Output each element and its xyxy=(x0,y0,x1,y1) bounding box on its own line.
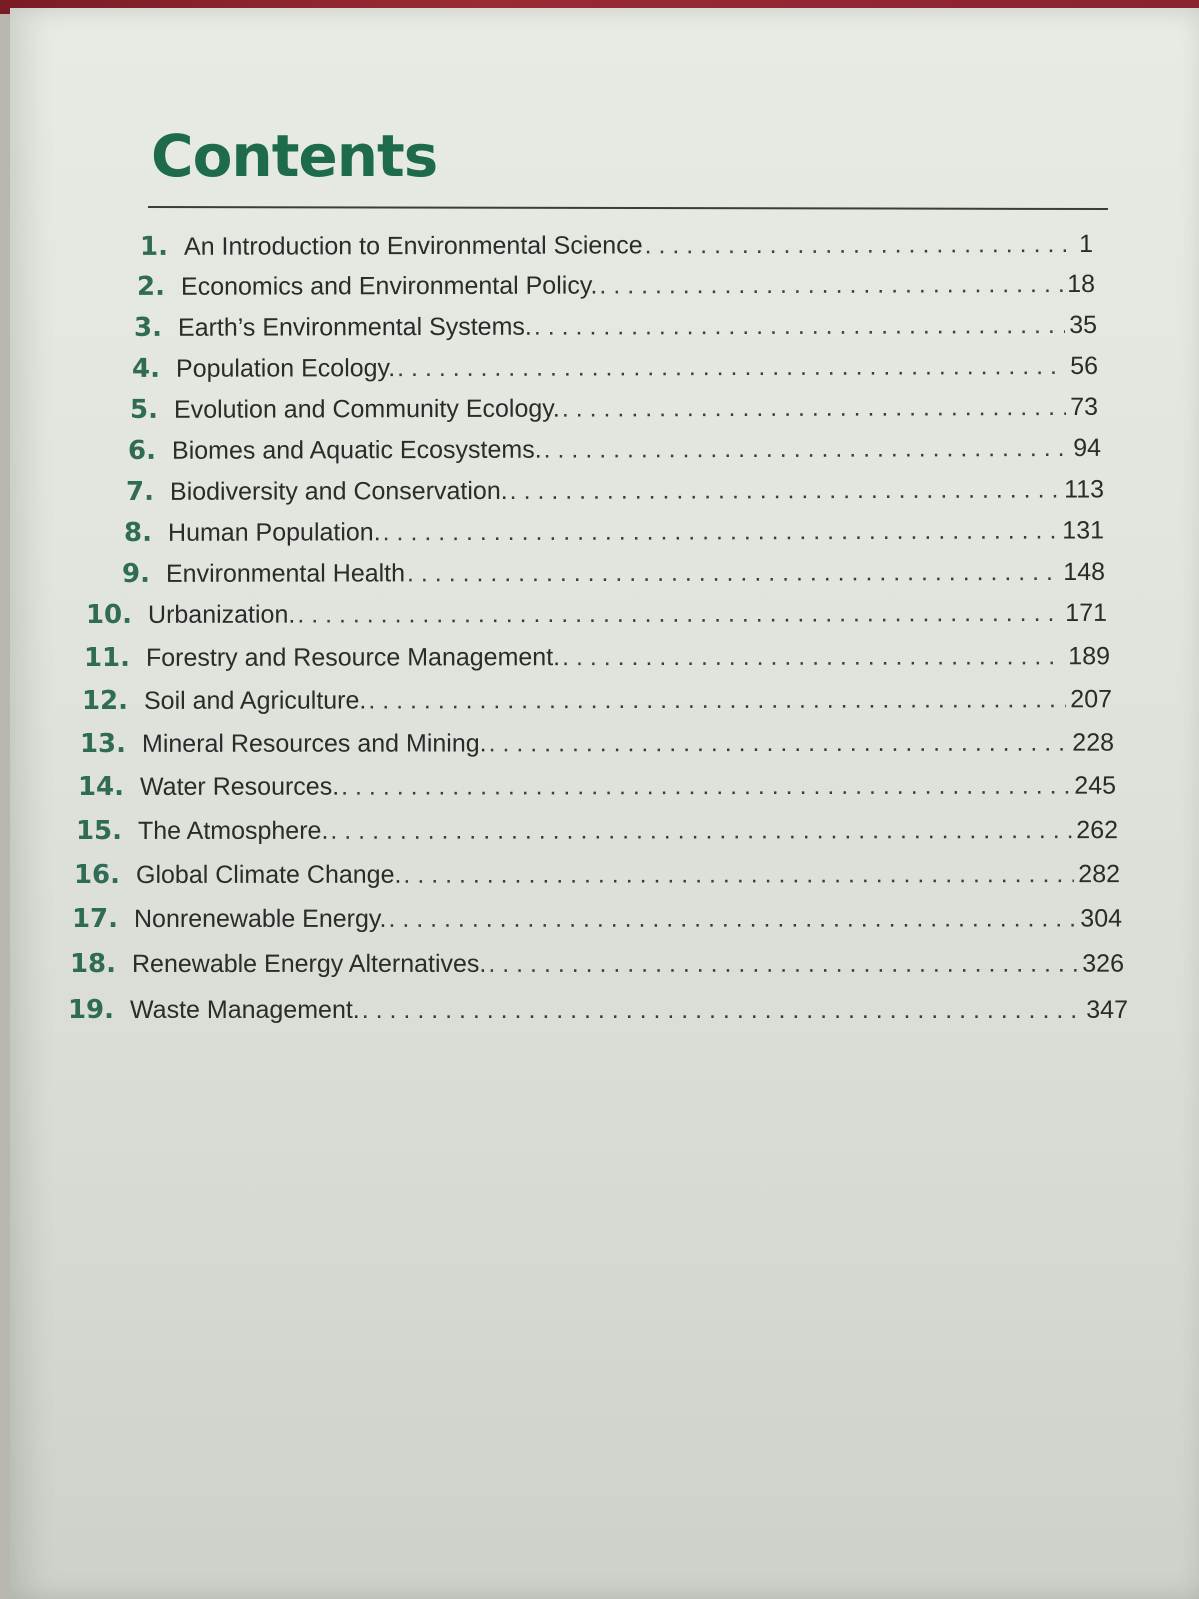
chapter-title: Economics and Environmental Policy. xyxy=(180,271,598,301)
chapter-title: Water Resources. xyxy=(139,772,340,801)
chapter-number: 1. xyxy=(139,231,169,262)
page-title: Contents xyxy=(151,122,438,190)
chapter-number: 12. xyxy=(81,685,129,716)
dot-leader xyxy=(544,434,1070,465)
chapter-number: 13. xyxy=(79,728,127,759)
dot-leader xyxy=(534,311,1065,342)
dot-leader xyxy=(562,642,1064,672)
toc-entry xyxy=(110,351,1098,388)
dot-leader xyxy=(645,230,1076,260)
toc-entry xyxy=(76,728,1114,763)
toc-entry xyxy=(82,598,1107,634)
chapter-number: 5. xyxy=(129,394,159,425)
chapter-page-number: 228 xyxy=(1072,728,1115,757)
chapter-title: An Introduction to Environmental Science xyxy=(183,231,643,261)
dot-leader xyxy=(489,729,1069,759)
chapter-number: 16. xyxy=(73,859,121,890)
chapter-page-number: 326 xyxy=(1082,949,1125,978)
toc-entry xyxy=(80,641,1110,677)
toc-entry xyxy=(108,392,1098,429)
toc-entry xyxy=(74,771,1116,806)
toc-entry xyxy=(102,515,1104,552)
chapter-page-number: 207 xyxy=(1070,685,1113,714)
chapter-title: Global Climate Change. xyxy=(135,860,402,889)
chapter-title: Biomes and Aquatic Ecosystems. xyxy=(171,435,542,465)
chapter-page-number: 94 xyxy=(1073,433,1102,462)
chapter-number: 14. xyxy=(77,771,125,802)
dot-leader xyxy=(330,816,1072,846)
chapter-title: The Atmosphere. xyxy=(137,816,329,845)
chapter-title: Waste Management. xyxy=(130,996,360,1024)
dot-leader xyxy=(599,270,1063,300)
chapter-number: 11. xyxy=(83,642,131,673)
chapter-page-number: 171 xyxy=(1065,598,1108,627)
chapter-number: 3. xyxy=(133,312,163,343)
chapter-title: Evolution and Community Ecology. xyxy=(173,394,560,424)
toc-entry xyxy=(100,557,1105,593)
chapter-number: 4. xyxy=(131,353,161,384)
dot-leader xyxy=(362,996,1083,1025)
chapter-number: 17. xyxy=(71,903,119,934)
chapter-page-number: 18 xyxy=(1067,269,1096,299)
dot-leader xyxy=(488,950,1078,979)
chapter-page-number: 56 xyxy=(1070,351,1099,380)
chapter-page-number: 282 xyxy=(1078,860,1121,889)
toc-entry xyxy=(112,310,1097,347)
toc-entry xyxy=(68,903,1122,938)
chapter-page-number: 148 xyxy=(1063,557,1106,586)
chapter-title: Biodiversity and Conservation. xyxy=(169,476,508,506)
toc-entry xyxy=(72,815,1118,850)
chapter-number: 7. xyxy=(125,476,155,507)
chapter-title: Earth’s Environmental Systems. xyxy=(177,312,532,342)
chapter-title: Nonrenewable Energy. xyxy=(133,904,387,933)
chapter-page-number: 1 xyxy=(1079,229,1094,258)
dot-leader xyxy=(403,860,1074,890)
chapter-page-number: 262 xyxy=(1076,816,1119,845)
chapter-page-number: 189 xyxy=(1068,642,1111,671)
toc-entry xyxy=(78,684,1112,720)
chapter-page-number: 245 xyxy=(1074,771,1117,800)
chapter-title: Renewable Energy Alternatives. xyxy=(131,949,487,978)
chapter-title: Human Population. xyxy=(167,518,381,547)
dot-leader xyxy=(341,772,1070,802)
chapter-number: 18. xyxy=(69,948,117,979)
chapter-title: Forestry and Resource Management. xyxy=(145,643,561,672)
chapter-page-number: 73 xyxy=(1070,392,1099,421)
chapter-number: 8. xyxy=(123,517,153,548)
chapter-number: 2. xyxy=(136,271,166,302)
chapter-title: Soil and Agriculture. xyxy=(143,686,367,715)
chapter-number: 15. xyxy=(75,815,123,846)
chapter-page-number: 35 xyxy=(1069,310,1098,339)
dot-leader xyxy=(510,475,1061,505)
chapter-number: 10. xyxy=(85,599,133,630)
chapter-page-number: 131 xyxy=(1062,516,1105,545)
dot-leader xyxy=(562,393,1066,424)
dot-leader xyxy=(297,599,1061,630)
toc-entry xyxy=(118,229,1093,266)
chapter-title: Environmental Health xyxy=(165,559,406,588)
dot-leader xyxy=(407,558,1059,588)
toc-entry xyxy=(66,949,1124,983)
chapter-title: Population Ecology. xyxy=(175,354,396,383)
chapter-title: Mineral Resources and Mining. xyxy=(141,729,487,758)
toc-entry xyxy=(70,859,1120,894)
dot-leader xyxy=(368,685,1066,715)
toc-entry xyxy=(104,474,1104,511)
dot-leader xyxy=(397,352,1066,383)
dot-leader xyxy=(388,904,1076,933)
chapter-number: 9. xyxy=(121,558,151,589)
chapter-page-number: 304 xyxy=(1080,904,1123,933)
chapter-number: 6. xyxy=(127,435,157,466)
toc-entry xyxy=(64,995,1128,1029)
dot-leader xyxy=(383,516,1059,547)
chapter-page-number: 113 xyxy=(1064,475,1105,504)
toc-entry xyxy=(115,269,1095,306)
chapter-title: Urbanization. xyxy=(147,600,296,629)
chapter-page-number: 347 xyxy=(1086,996,1128,1024)
chapter-number: 19. xyxy=(67,995,114,1025)
toc-entry xyxy=(106,433,1101,470)
